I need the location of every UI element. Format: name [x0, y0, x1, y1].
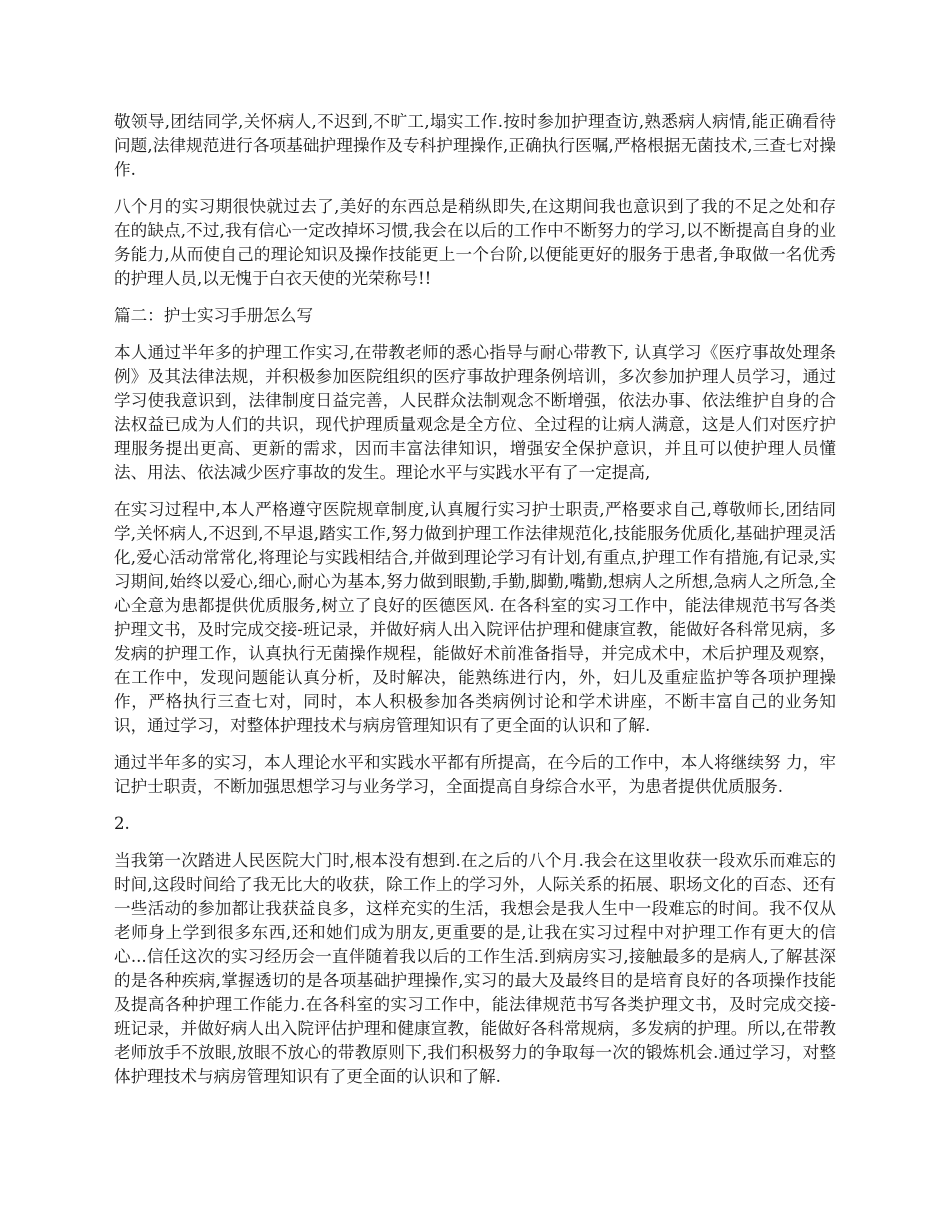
paragraph-internship-process: 在实习过程中,本人严格遵守医院规章制度,认真履行实习护士职责,严格要求自己,尊敬师长,团结同学,关怀病人,不迟到,不早退,踏实工作,努力做到护理工作法律规范化,技能服务优质化,基础护理灵活化,爱心活动常常化,将理论与实践相结合,并做到理论学习有计划,有重点,护理工作有措施,有记录,实习期间,始终以爱心,细心,耐心为基本,努力做到眼勤,手勤,脚勤,嘴勤,想病人之所想,急病人之所急,全心全意为患都提供优质服务,树立了良好的医德医风. 在各科室的实习工作中，能法律规范书写各类护理文书，及时完成交接-班记录，并做好病人出入院评估护理和健康宣教，能做好各科常见病，多发病的护理工作，认真执行无菌操作规程，能做好术前准备指导，并完成术中，术后护理及观察，在工作中，发现问题能认真分析，及时解决，能熟练进行内，外，妇儿及重症监护等各项护理操作，严格执行三查七对，同时，本人积极参加各类病例讨论和学术讲座，不断丰富自己的业务知识，通过学习，对整体护理技术与病房管理知识有了更全面的认识和了解. — [114, 500, 836, 735]
paragraph-conclusion: 八个月的实习期很快就过去了,美好的东西总是稍纵即失,在这期间我也意识到了我的不足之处和存在的缺点,不过,我有信心一定改掉坏习惯,我会在以后的工作中不断努力的学习,以不断提高自身的业务能力,从而使自己的理论知识及操作技能更上一个台阶,以便能更好的服务于患者,争取做一名优秀的护理人员,以无愧于白衣天使的光荣称号!! — [114, 197, 836, 288]
section-number: 2. — [114, 814, 130, 833]
paragraph-intro-continuation: 敬领导,团结同学,关怀病人,不迟到,不旷工,塌实工作.按时参加护理查访,熟悉病人病情,能正确看待问题,法律规范进行各项基础护理操作及专科护理操作,正确执行医嘱,严格根据无菌技术,三查七对操作. — [114, 112, 836, 179]
section-heading: 篇二：护士实习手册怎么写 — [114, 306, 314, 325]
paragraph-legal-study: 本人通过半年多的护理工作实习,在带教老师的悉心指导与耐心带教下, 认真学习《医疗事故处理条例》及其法律法规，并积极参加医院组织的医疗事故护理条例培训，多次参加护理人员学习，通过学习使我意识到，法律制度日益完善，人民群众法制观念不断增强，依法办事、依法维护自身的合法权益已成为人们的共识，现代护理质量观念是全方位、全过程的让病人满意，这是人们对医疗护理服务提出更高、更新的需求，因而丰富法律知识，增强安全保护意识，并且可以使护理人员懂法、用法、依法减少医疗事故的发生。理论水平与实践水平有了一定提高, — [114, 343, 836, 482]
document-page — [114, 110, 836, 1102]
paragraph-hospital-experience: 当我第一次踏进人民医院大门时,根本没有想到.在之后的八个月.我会在这里收获一段欢乐而难忘的时间,这段时间给了我无比大的收获，除工作上的学习外，人际关系的拓展、职场文化的百态、还有一些活动的参加都让我获益良多，这样充实的生活，我想会是我人生中一段难忘的时间。我不仅从老师身上学到很多东西,还和她们成为朋友,更重要的是,让我在实习过程中对护理工作有更大的信心...信任这次的实习经历会一直伴随着我以后的工作生活.到病房实习,接触最多的是病人,了解甚深的是各种疾病,掌握透切的是各项基础护理操作,实习的最大及最终目的是培育良好的各项操作技能及提高各种护理工作能力.在各科室的实习工作中，能法律规范书写各类护理文书，及时完成交接-班记录，并做好病人出入院评估护理和健康宣教，能做好各科常规病，多发病的护理。所以,在带教老师放手不放眼,放眼不放心的带教原则下,我们积极努力的争取每一次的锻炼机会.通过学习，对整体护理技术与病房管理知识有了更全面的认识和了解. — [114, 851, 836, 1086]
paragraph-summary: 通过半年多的实习，本人理论水平和实践水平都有所提高，在今后的工作中，本人将继续努 力，牢记护士职责，不断加强思想学习与业务学习，全面提高自身综合水平，为患者提供优质服务. — [114, 753, 836, 796]
